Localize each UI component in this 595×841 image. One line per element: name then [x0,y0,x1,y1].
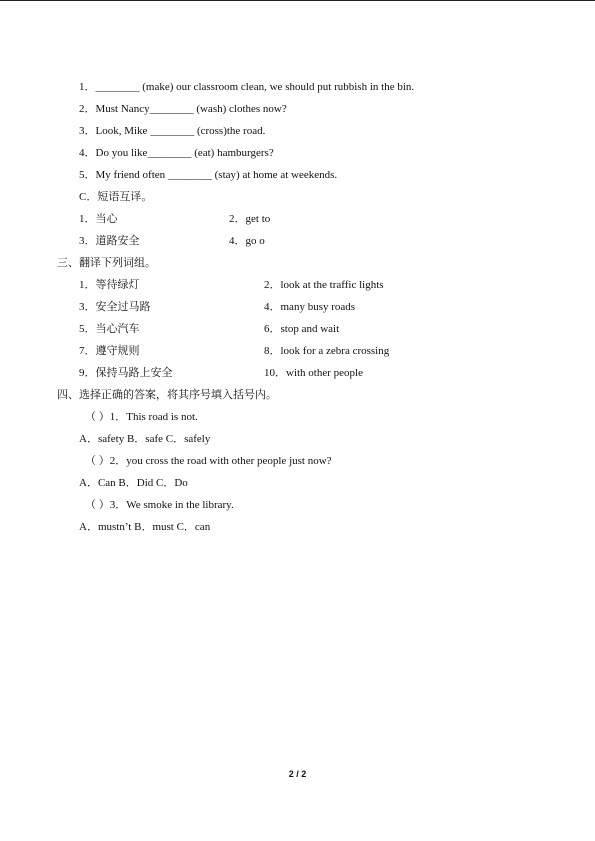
question-options-1: A．safety B．safe C．safely [79,433,211,445]
translate-item: 6．stop and wait [264,323,340,335]
translate-item: 8．look for a zebra crossing [264,345,390,357]
part-c-heading: C．短语互译。 [79,191,153,203]
question-stem-3: （ ）3．We smoke in the library. [85,499,234,511]
question-stem-2: （ ）2．you cross the road with other people just now? [85,455,332,467]
translate-item: 5．当心汽车 [79,323,140,335]
phrase-item: 4．go o [229,235,265,247]
fill-in-item-4: 4．Do you like________ (eat) hamburgers? [79,147,274,159]
translate-item: 4．many busy roads [264,301,356,313]
translate-item: 7．遵守规则 [79,345,140,357]
phrase-item: 1．当心 [79,213,118,225]
translate-item: 1．等待绿灯 [79,279,140,291]
question-stem-1: （ ）1．This road is not. [85,411,198,423]
phrase-item: 3．道路安全 [79,235,140,247]
fill-in-item-3: 3．Look, Mike ________ (cross)the road. [79,125,266,137]
translate-item: 3．安全过马路 [79,301,151,313]
fill-in-item-2: 2．Must Nancy________ (wash) clothes now? [79,103,287,115]
page-number: 2 / 2 [288,769,307,779]
translate-item: 10．with other people [264,367,363,379]
question-options-2: A．Can B．Did C．Do [79,477,188,489]
question-options-3: A．mustn’t B．must C．can [79,521,211,533]
translate-item: 2．look at the traffic lights [264,279,384,291]
translate-item: 9．保持马路上安全 [79,367,173,379]
fill-in-item-1: 1．________ (make) our classroom clean, we should put rubbish in the bin. [79,81,415,93]
section-4-heading: 四、选择正确的答案，将其序号填入括号内。 [57,389,277,401]
phrase-item: 2．get to [229,213,271,225]
fill-in-item-5: 5．My friend often ________ (stay) at home at weekends. [79,169,338,181]
top-border-line [0,0,595,1]
section-3-heading: 三、翻译下列词组。 [57,257,156,269]
